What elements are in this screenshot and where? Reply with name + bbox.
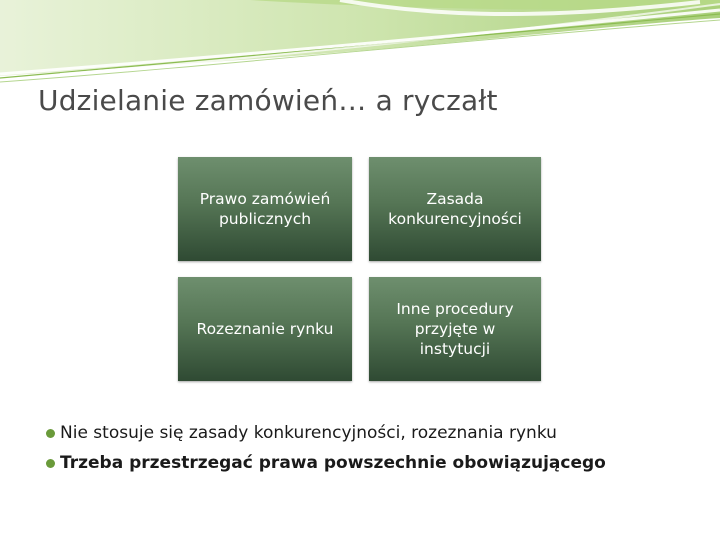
box-competitiveness-principle	[369, 157, 541, 261]
header-swoosh-decoration	[0, 0, 720, 90]
box-label: Prawo zamówień publicznych	[199, 190, 331, 228]
bullet-item	[46, 418, 606, 448]
box-public-procurement-law	[178, 157, 352, 261]
bullet-dot-icon	[46, 429, 55, 438]
bullet-list	[46, 418, 606, 478]
bullet-item	[46, 448, 606, 478]
bullet-text: Nie stosuje się zasady konkurencyjności, rozeznania rynku	[60, 423, 557, 443]
box-label: Rozeznanie rynku	[196, 320, 334, 338]
box-other-procedures	[369, 277, 541, 381]
box-label: Inne procedury przyjęte w instytucji	[396, 300, 514, 358]
bullet-dot-icon	[46, 459, 55, 468]
box-market-research	[178, 277, 352, 381]
slide-title: Udzielanie zamówień… a ryczałt	[38, 84, 498, 117]
box-label: Zasada konkurencyjności	[388, 190, 522, 228]
bullet-text: Trzeba przestrzegać prawa powszechnie obowiązującego	[60, 453, 606, 473]
